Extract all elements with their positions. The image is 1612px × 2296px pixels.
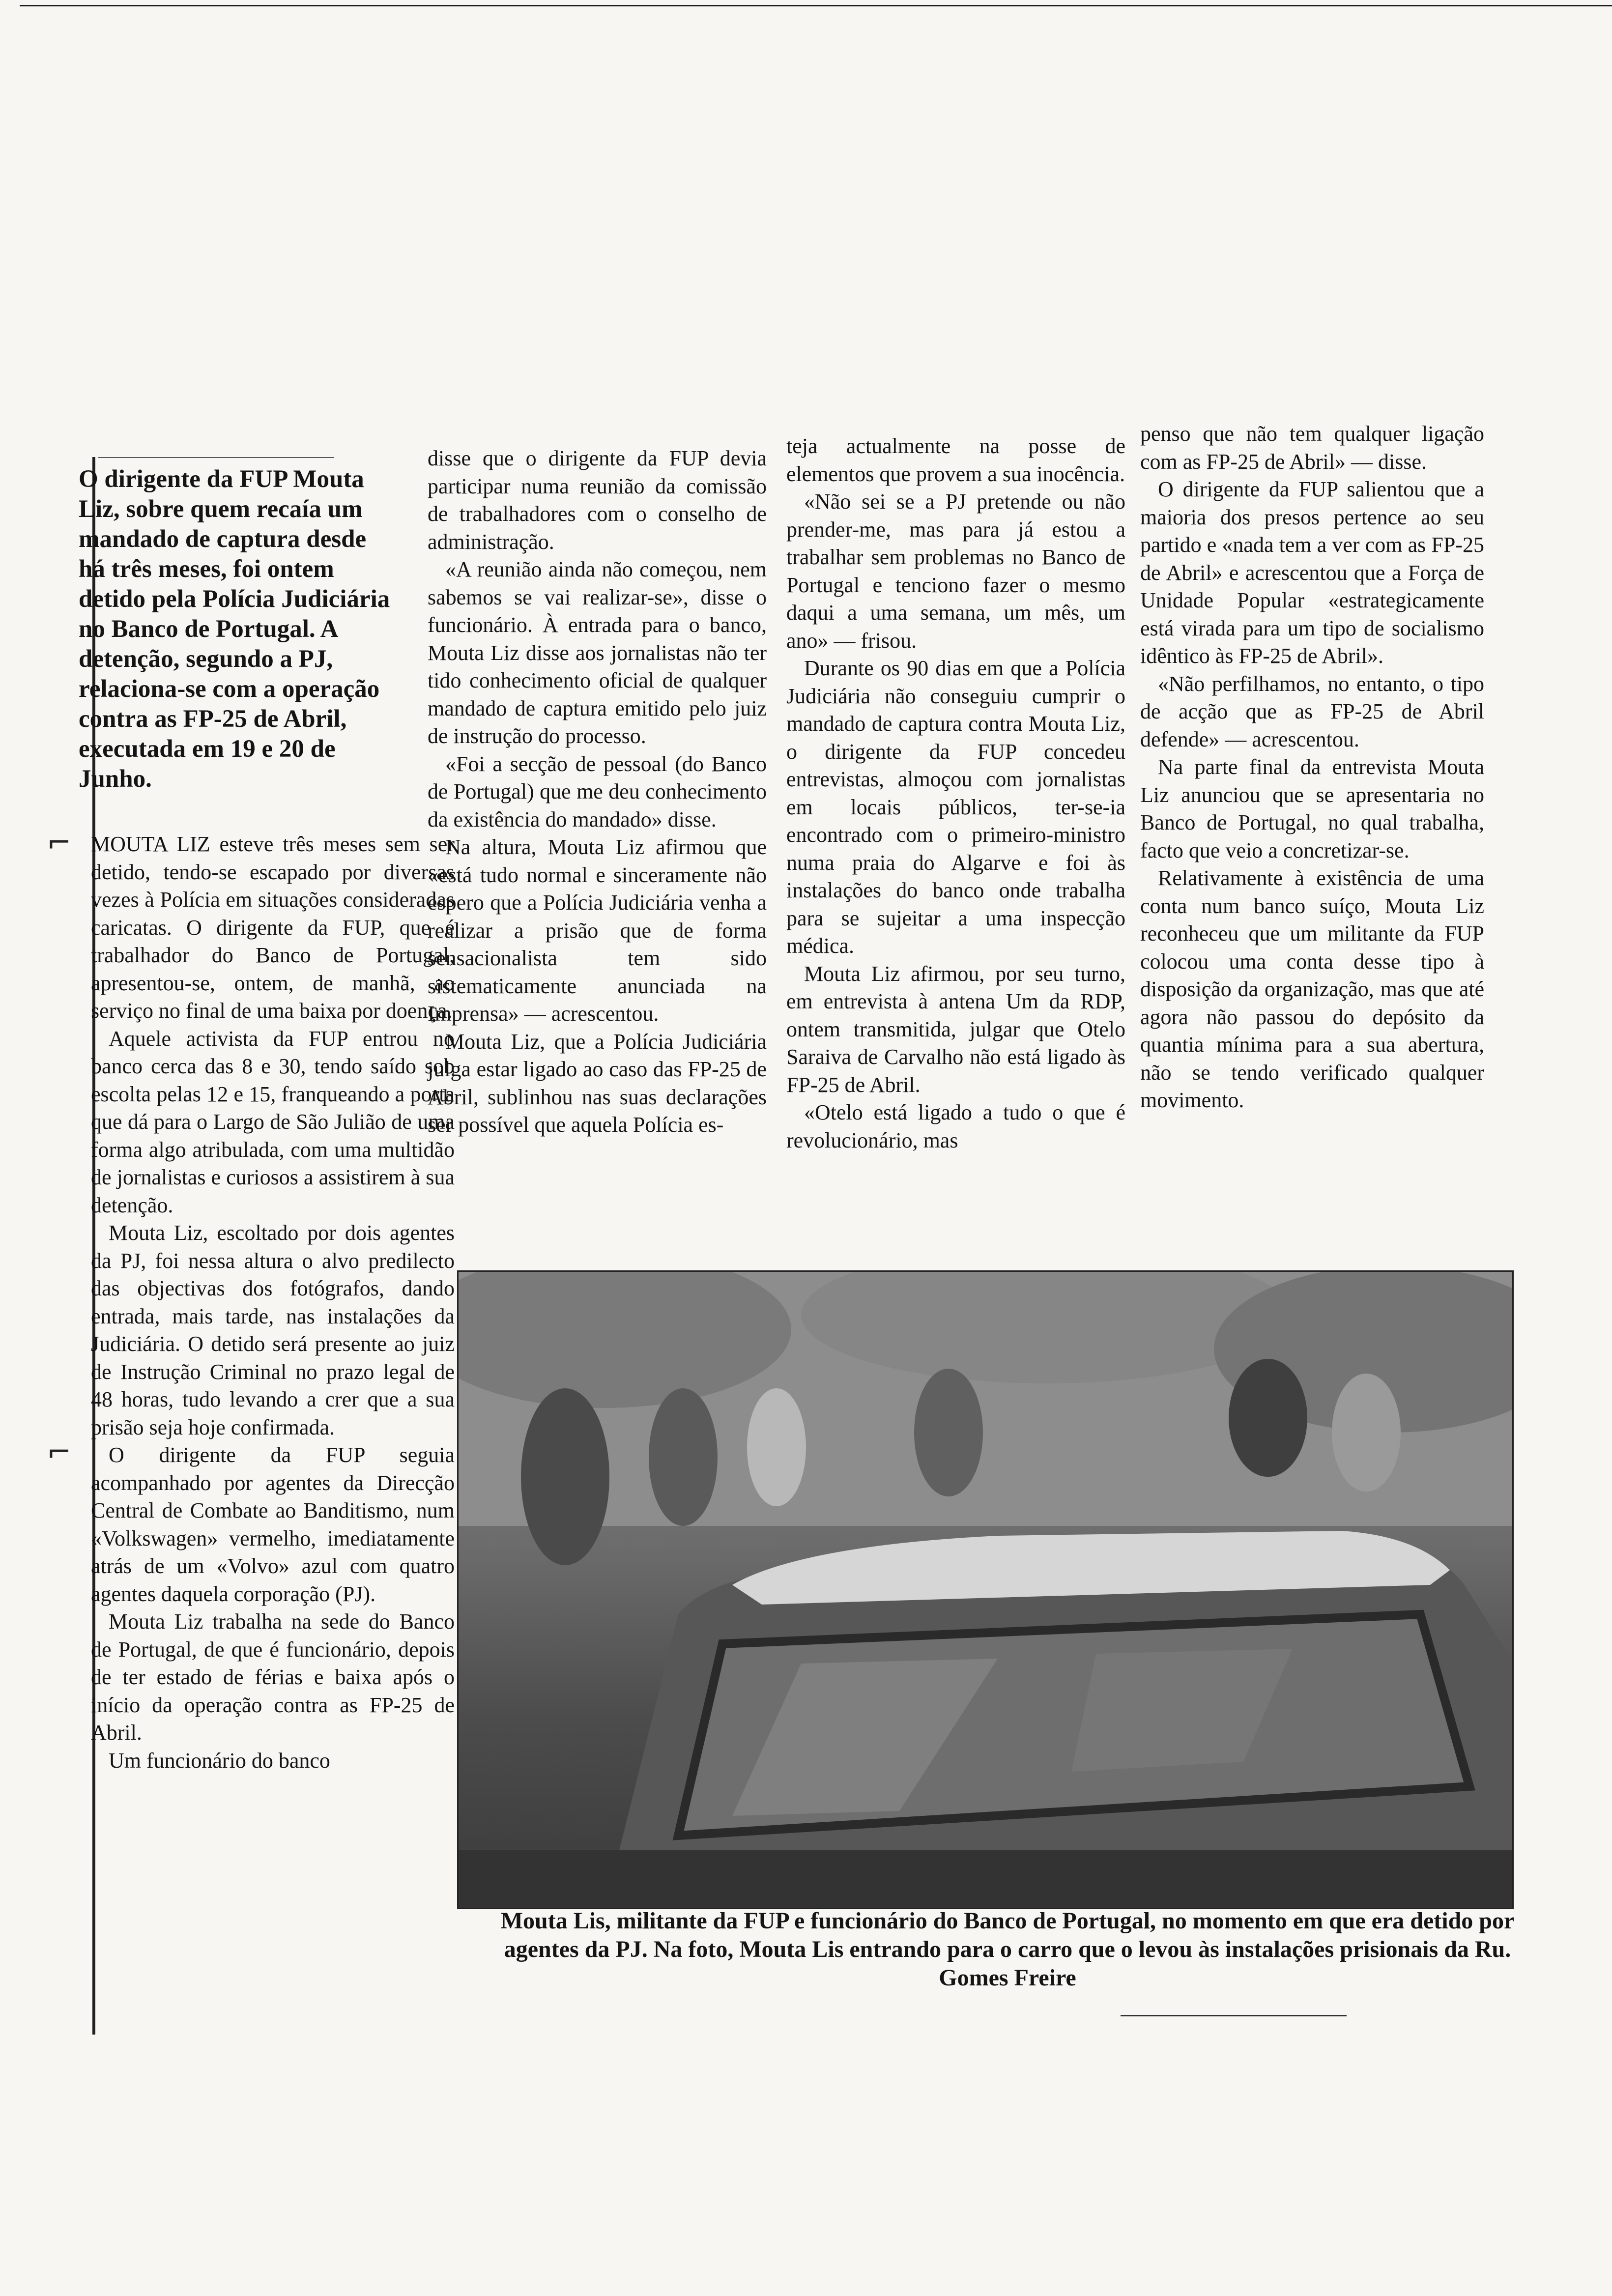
clip-mark-top: ⌐ [47,826,72,860]
paragraph: penso que não tem qualquer ligação com as FP-25 de Abril» — disse. [1140,422,1484,474]
page-top-edge [20,5,1612,6]
paragraph: Mouta Liz, escoltado por dois agentes da PJ, foi nessa altura o alvo predilecto das objectivas dos fotógrafos, dando entrada, mais tarde, nas instalações da Judiciária. O detido será presente ao juiz de Instrução Criminal no prazo legal de 48 horas, tudo levando a crer que a sua prisão seja hoje confirmada. [91,1221,455,1439]
paragraph: Na altura, Mouta Liz afirmou que «está tudo normal e sinceramente não espero que a Polícia Judiciária venha a realizar a prisão que de forma sensacionalista tem sido sistematicamente anunciada na Imprensa» — acrescentou. [428,835,767,1026]
article-column-1 [91,831,455,1775]
caption-rule [1121,2015,1347,2016]
photo-person [914,1369,983,1496]
paragraph: Mouta Liz afirmou, por seu turno, em entrevista à antena Um da RDP, ontem transmitida, julgar que Otelo Saraiva de Carvalho não está ligado às FP-25 de Abril. [786,961,1125,1097]
photo-person [1229,1359,1307,1477]
paragraph: «Não perfilhamos, no entanto, o tipo de acção que as FP-25 de Abril defende» — acrescentou. [1140,671,1484,751]
article-column-2 [428,445,767,1139]
lead-top-rule [98,457,334,458]
paragraph: Mouta Liz trabalha na sede do Banco de Portugal, de que é funcionário, depois de ter estado de férias e baixa após o início da operação contra as FP-25 de Abril. [91,1609,455,1745]
paragraph: disse que o dirigente da FUP devia participar numa reunião da comissão de trabalhadores com o conselho de administração. [428,446,767,554]
paragraph: Mouta Liz, que a Polícia Judiciária julga estar ligado ao caso das FP-25 de Abril, sublinhou nas suas declarações ser possível que aquela Polícia es- [428,1029,767,1137]
paragraph: «Foi a secção de pessoal (do Banco de Portugal) que me deu conhecimento da existência do mandado» disse. [428,751,767,832]
photo-person [649,1388,718,1526]
photo-person [521,1388,609,1565]
paragraph: Aquele activista da FUP entrou no banco cerca das 8 e 30, tendo saído sob escolta pelas 12 e 15, franqueando a porta que dá para o Largo de São Julião de uma forma algo atribulada, com uma multidão de jornalistas e curiosos a assistirem à sua detenção. [91,1026,455,1217]
photo-caption: Mouta Lis, militante da FUP e funcionário do Banco de Portugal, no momento em que era detido por agentes da PJ. Na foto, Mouta Lis entrando para o carro que o levou às instalações prisionais da Ru. Gomes Freire [500,1908,1515,1991]
article-lead: O dirigente da FUP Mouta Liz, sobre quem recaía um mandado de captura desde há três meses, foi ontem detido pela Polícia Judiciária no Banco de Portugal. A detenção, segundo a PJ, relaciona-se com a operação contra as FP-25 de Abril, executada em 19 e 20 de Junho. [79,465,390,793]
paragraph: O dirigente da FUP salientou que a maioria dos presos pertence ao seu partido e «nada tem a ver com as FP-25 de Abril» e acrescentou que a Força de Unidade Popular «estrategicamente está virada para um tipo de socialismo idêntico às FP-25 de Abril». [1140,477,1484,668]
paragraph: Relativamente à existência de uma conta num banco suíço, Mouta Liz reconheceu que um militante da FUP colocou uma conta desse tipo à disposição da organização, mas que até agora não passou do depósito da quantia mínima para a sua abertura, não se tendo verificado qualquer movimento. [1140,866,1484,1112]
photo-car-hood [457,1850,1514,1909]
article-column-3 [786,432,1125,1154]
news-photo [457,1270,1514,1909]
article-column-4 [1140,420,1484,1115]
photo-person [747,1388,806,1506]
paragraph: Um funcionário do banco [109,1748,330,1773]
paragraph: «A reunião ainda não começou, nem sabemos se vai realizar-se», disse o funcionário. À entrada para o banco, Mouta Liz disse aos jornalistas não ter tido conhecimento oficial de qualquer mandado de captura emitido pelo juiz de instrução do processo. [428,557,767,748]
paragraph: Na parte final da entrevista Mouta Liz anunciou que se apresentaria no Banco de Portugal, no qual trabalha, facto que veio a concretizar-se. [1140,755,1484,862]
clip-mark-bottom: ⌐ [47,1435,72,1469]
paragraph: MOUTA LIZ esteve três meses sem ser detido, tendo-se escapado por diversas vezes à Polícia em situações consideradas caricatas. O dirigente da FUP, que é trabalhador do Banco de Portugal, apresentou-se, ontem, de manhã, ao serviço no final de uma baixa por doença. [91,832,455,1023]
paragraph: «Não sei se a PJ pretende ou não prender-me, mas para já estou a trabalhar sem problemas no Banco de Portugal e tenciono fazer o mesmo daqui a uma semana, um mês, um ano» — frisou. [786,489,1125,653]
photo-scene [457,1270,1514,1909]
paragraph: Durante os 90 dias em que a Polícia Judiciária não conseguiu cumprir o mandado de captura contra Mouta Liz, o dirigente da FUP concedeu entrevistas, almoçou com jornalistas em locais públicos, ter-se-ia encontrado com o primeiro-ministro numa praia do Algarve e foi às instalações do banco onde trabalha para se sujeitar a uma inspecção médica. [786,656,1125,958]
photo-person [1332,1374,1401,1492]
paragraph: O dirigente da FUP seguia acompanhado por agentes da Direcção Central de Combate ao Banditismo, num «Volkswagen» vermelho, imediatamente atrás de um «Volvo» azul com quatro agentes daquela corporação (PJ). [91,1443,455,1606]
paragraph: «Otelo está ligado a tudo o que é revolucionário, mas [786,1100,1125,1152]
paragraph: teja actualmente na posse de elementos que provem a sua inocência. [786,434,1125,486]
